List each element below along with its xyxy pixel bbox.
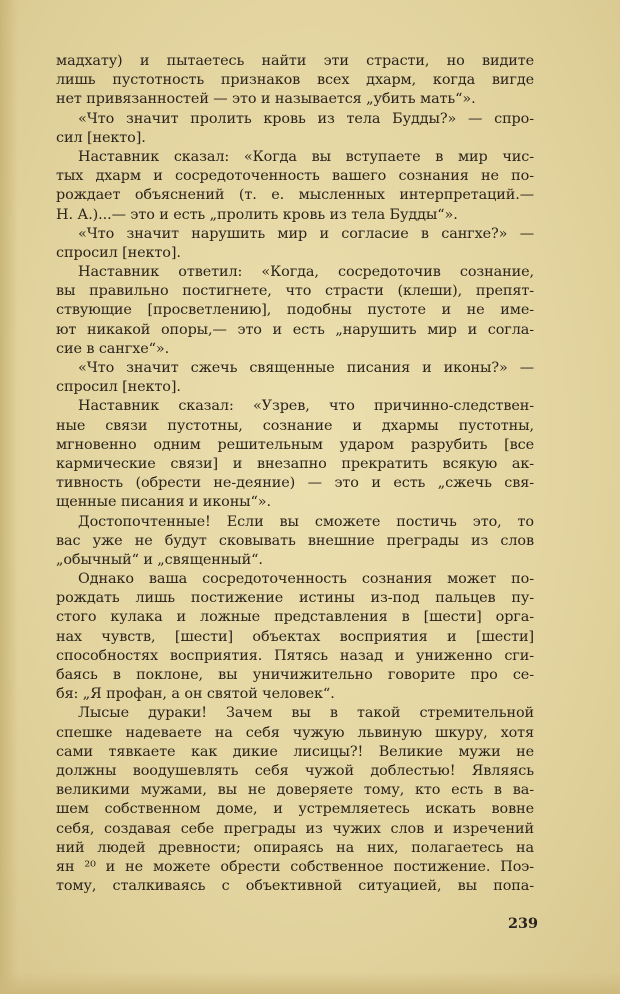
- text-line: Н. А.)...— это и есть „пролить кровь из тела Будды“».: [56, 206, 458, 223]
- text-line: кармические связи] и внезапно прекратить всякую ак-: [56, 455, 534, 472]
- text-line: сами тявкаете как дикие лисицы?! Великие мужи не: [56, 743, 534, 760]
- text-line: Достопочтенные! Если вы сможете постичь это, то: [78, 513, 534, 530]
- text-line: Лысые дураки! Зачем вы в такой стремительной: [78, 705, 534, 722]
- text-line: «Что значит сжечь священные писания и иконы?» —: [78, 360, 534, 376]
- text-line: «Что значит нарушить мир и согласие в сангхе?» —: [78, 225, 534, 242]
- text-line: Наставник ответил: «Когда, сосредоточив сознание,: [78, 264, 534, 281]
- text-line: нах чувств, [шести] объектах восприятия и [шести]: [56, 628, 534, 645]
- text-line: бя: „Я профан, а он святой человек“.: [56, 686, 335, 703]
- text-line: ные связи пустотны, сознание и дхармы пустотны,: [56, 417, 534, 434]
- text-line: ян ²⁰ и не можете обрести собственное постижение. Поэ-: [56, 858, 534, 875]
- text-line: ют никакой опоры,— это и есть „нарушить мир и согла-: [56, 321, 534, 338]
- text-line: сил [некто].: [56, 129, 146, 146]
- text-line: сие в сангхе“».: [56, 340, 170, 357]
- text-line: тому, сталкиваясь с объективной ситуацией, вы попа-: [56, 878, 534, 895]
- text-line: „обычный“ и „священный“.: [56, 551, 263, 568]
- text-line: Однако ваша сосредоточенность сознания может по-: [78, 571, 534, 588]
- text-line: ствующие [просветлению], подобны пустоте и не име-: [56, 302, 534, 319]
- text-line: тых дхарм и сосредоточенность вашего сознания не по-: [56, 168, 534, 185]
- text-line: шем собственном доме, и устремляетесь искать вовне: [56, 801, 534, 818]
- text-line: спешке надеваете на себя чужую львиную шкуру, хотя: [56, 724, 534, 741]
- text-line: вас уже не будут сковывать внешние преграды из слов: [56, 532, 534, 549]
- text-line: великими мужами, вы не доверяете тому, кто есть в ва-: [56, 782, 534, 799]
- text-line: рождать лишь постижение истины из-под пальцев пу-: [56, 590, 534, 607]
- text-line: должны воодушевлять себя чужой доблестью! Являясь: [56, 762, 534, 779]
- text-line: «Что значит пролить кровь из тела Будды?» — спро-: [78, 110, 534, 127]
- text-line: рождает объяснений (т. е. мысленных интерпретаций.—: [56, 187, 534, 204]
- text-line: тивность (обрести не-деяние) — это и есть „сжечь свя-: [56, 475, 534, 492]
- page-number: 239: [508, 915, 539, 932]
- text-line: щенные писания и иконы“».: [56, 494, 271, 511]
- text-line: спросил [некто].: [56, 244, 181, 261]
- text-line: себя, создавая себе преграды из чужих слов и изречений: [56, 820, 534, 837]
- text-line: лишь пустотность признаков всех дхарм, когда вигде: [56, 72, 534, 89]
- body-text: [56, 52, 534, 896]
- text-line: стого кулака и ложные представления в [шести] орга-: [56, 609, 534, 626]
- text-line: баясь в поклоне, вы уничижительно говорите про се-: [56, 667, 534, 683]
- text-line: Наставник сказал: «Узрев, что причинно-следствен-: [78, 398, 534, 415]
- page-edge-shadow-bottom: [0, 972, 620, 994]
- page-edge-shadow-left: [0, 0, 18, 994]
- text-line: мадхату) и пытаетесь найти эти страсти, но видите: [56, 53, 534, 69]
- text-line: способностях восприятия. Пятясь назад и униженно сги-: [56, 647, 534, 664]
- text-line: ний людей древности; опираясь на них, полагаетесь на: [56, 839, 534, 856]
- text-line: спросил [некто].: [56, 379, 181, 396]
- text-line: вы правильно постигнете, что страсти (клеши), препят-: [56, 283, 534, 300]
- text-line: нет привязанностей — это и называется „убить мать“».: [56, 91, 476, 108]
- text-line: мгновенно одним решительным ударом разрубить [все: [56, 436, 534, 453]
- text-line: Наставник сказал: «Когда вы вступаете в мир чис-: [78, 148, 534, 165]
